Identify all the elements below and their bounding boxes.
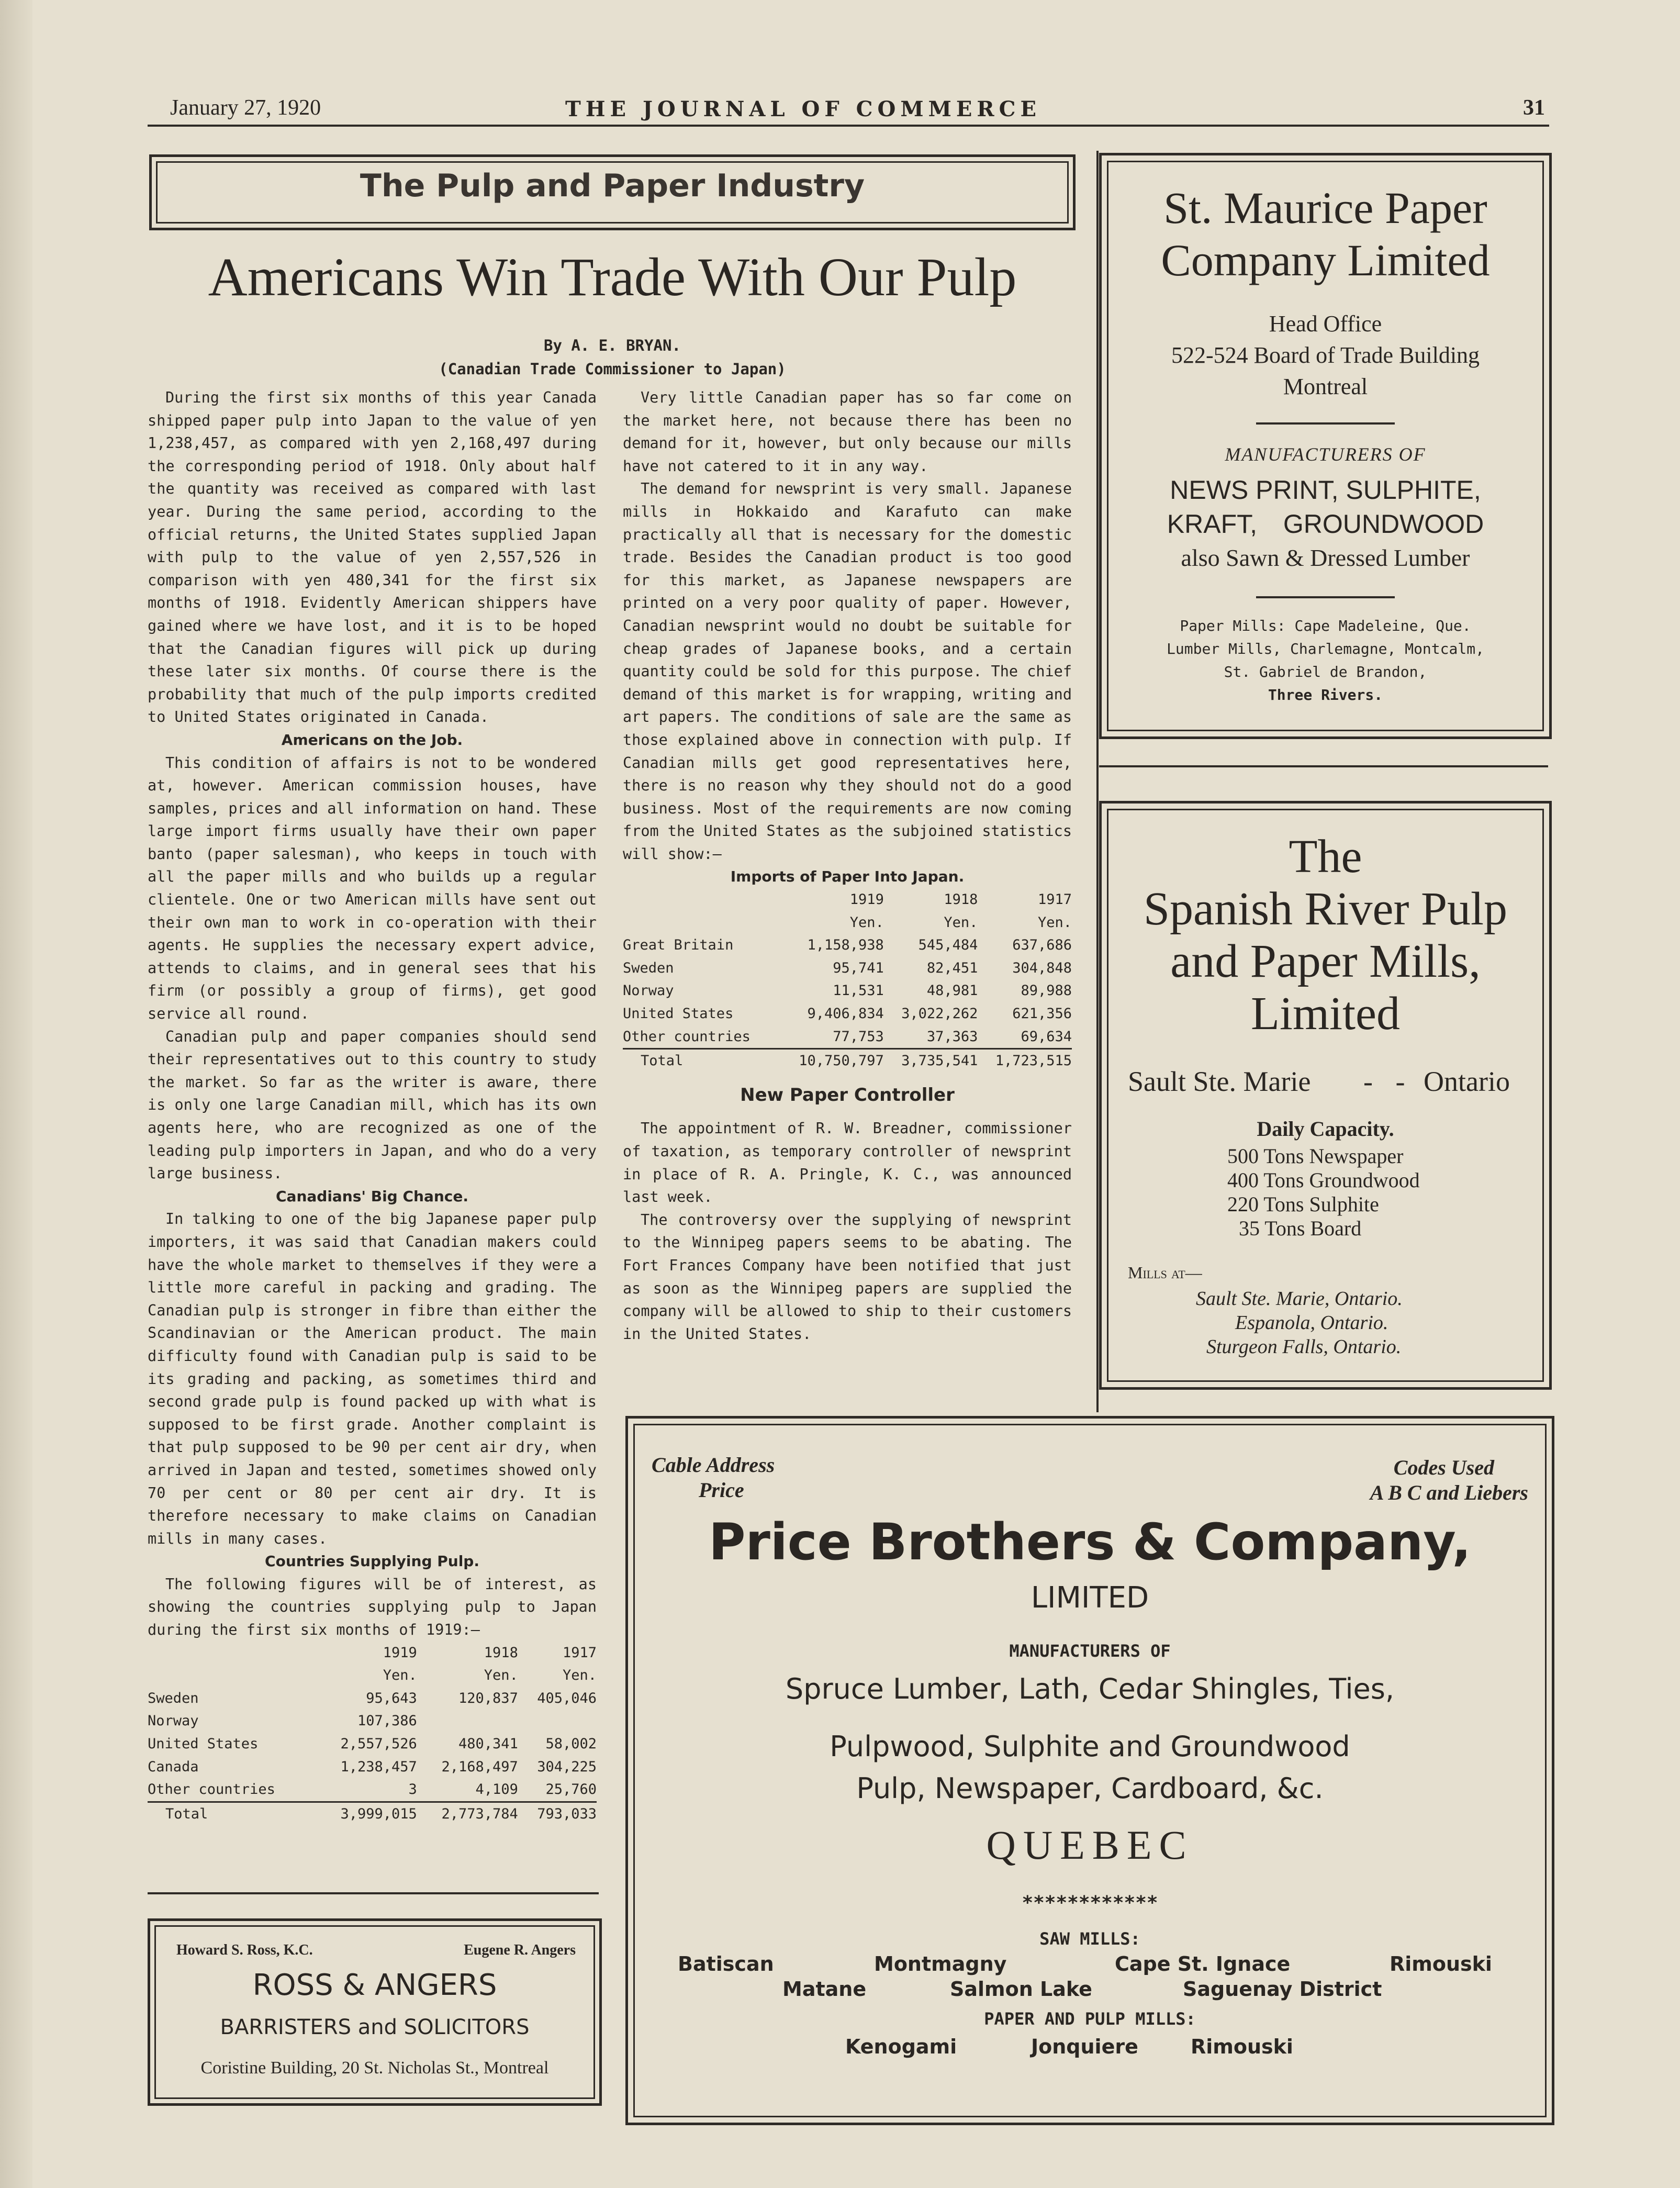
table-row: [148, 1710, 597, 1733]
ad-spanish-river: [1099, 801, 1552, 1390]
ad-product-line: Pulpwood, Sulphite and Groundwood: [830, 1730, 1350, 1763]
ad-pulp-mills-title: PAPER AND PULP MILLS:: [984, 2009, 1196, 2029]
table-row: [623, 1025, 1072, 1049]
ad-office-city: Montreal: [1283, 374, 1368, 399]
ad-firm-name: ROSS & ANGERS: [252, 1968, 497, 2002]
ad-pulp-mill: Kenogami: [845, 2035, 957, 2058]
article-paragraph: Very little Canadian paper has so far come on the market here, not because there has been no demand for it, however, but only because our mills have not catered to it in any way.: [623, 389, 1072, 475]
table-cell: 9,406,834: [807, 1006, 884, 1022]
article-subhead: Imports of Paper Into Japan.: [730, 868, 965, 886]
ad-saw-mill: Saguenay District: [1183, 1978, 1382, 2001]
table-cell: 1,238,457: [340, 1758, 417, 1775]
table-cell: 4,109: [475, 1781, 518, 1798]
table-cell: 405,046: [537, 1690, 597, 1706]
table-cell: 69,634: [1021, 1028, 1072, 1045]
year-header: 1917: [562, 1644, 597, 1661]
table-cell: 82,451: [926, 959, 978, 976]
ad-capacity-title: Daily Capacity.: [1257, 1117, 1394, 1141]
article-paragraph: In talking to one of the big Japanese paper pulp importers, it was said that Canadian makers could have the whole market to themselves if they were a little more careful in packing and grading. The Canadian pulp is stronger in fibre than either the Scandinavian or the American product. The main difficulty found with Canadian pulp is said to be its grading and packing, as sometimes third and second grade pulp is found packed up with what is supposed to be first grade. Another complaint is that pulp supposed to be 90 per cent air dry, when arrived in Japan and tested, sometimes showed only 70 per cent or 80 per cent air dry. It is therefore necessary to make claims on Canadian mills in many cases.: [148, 1210, 597, 1547]
page-edge: [0, 0, 32, 2188]
ad-mill-location: Sturgeon Falls, Ontario.: [1206, 1336, 1402, 1358]
article-paragraph: This condition of affairs is not to be wondered at, however. American commission houses, have samples, prices and all information on hand. These large import firms usually have their own paper banto (paper salesman), who keeps in touch with all the paper mills and who builds up a regular clientele. One or two American mills have sent out their own man to work in co-operation with their agents. He supplies the necessary expert advice, attends to claims, and in general sees that his firm (or possibly a group of firms), get good service all round.: [148, 754, 597, 1023]
row-label: United States: [148, 1736, 259, 1752]
ad-saw-mill: Montmagny: [874, 1952, 1007, 1975]
ad-product-line: Spruce Lumber, Lath, Cedar Shingles, Ties,: [785, 1672, 1395, 1705]
row-label: Other countries: [148, 1781, 275, 1798]
table-total-row: [623, 1049, 1072, 1073]
ad-codes-label: Codes Used: [1393, 1456, 1494, 1479]
ad-divider: [1256, 422, 1395, 425]
ad-capacity-line: 500 Tons Newspaper: [1227, 1144, 1404, 1168]
table-cell: 637,686: [1012, 937, 1072, 954]
ad-mills-at-label: Mills at—: [1128, 1263, 1202, 1282]
table-cell: 2,168,497: [441, 1758, 518, 1775]
article-byline: By A. E. BRYAN.: [544, 337, 681, 354]
ad-cable-label: Cable Address: [652, 1453, 775, 1477]
ad-ross-angers: [148, 1918, 602, 2106]
unit-header: Yen.: [562, 1667, 597, 1684]
article-paragraph: Canadian pulp and paper companies should send their representatives out to this country to study the market. So far as the writer is aware, there is only one large Canadian mill, which has its own agents here, who are recognized as one of the leading pulp importers in Japan, and who do a very large business.: [148, 1028, 597, 1182]
table-cell: 3: [408, 1781, 417, 1798]
ad-company-name: The: [1289, 831, 1362, 883]
row-label: Canada: [148, 1758, 199, 1775]
row-label: Other countries: [623, 1028, 751, 1045]
ad-price-brothers: [625, 1416, 1554, 2125]
issue-date: January 27, 1920: [170, 96, 321, 120]
header-rule: [148, 125, 1549, 127]
row-label: Sweden: [623, 959, 674, 976]
table-row: [623, 957, 1072, 980]
ad-divider: [1256, 596, 1395, 598]
ad-company-name: Limited: [1251, 988, 1400, 1040]
table-cell: 3,999,015: [340, 1805, 417, 1822]
ad-firm-address: Coristine Building, 20 St. Nicholas St., Montreal: [200, 2058, 549, 2078]
column-divider: [1096, 151, 1099, 1412]
table-cell: 107,386: [357, 1713, 417, 1729]
table-cell: 480,341: [458, 1736, 518, 1752]
ad-codes-value: A B C and Liebers: [1370, 1481, 1528, 1504]
table-cell: 48,981: [926, 983, 978, 999]
article-paragraph: The controversy over the supplying of newsprint to the Winnipeg papers seems to be abating. The Fort Frances Company have been notified that just as soon as the Winnipeg papers are supplied the company will be allowed to ship to their customers in the United States.: [623, 1211, 1072, 1343]
journal-title: THE JOURNAL OF COMMERCE: [565, 97, 1041, 121]
table-cell: 58,002: [545, 1736, 597, 1752]
ad-mills-line: Three Rivers.: [1268, 686, 1383, 704]
table-row: [148, 1778, 597, 1802]
ad-cable-value: Price: [699, 1478, 744, 1502]
article-column-right: [623, 386, 1072, 1345]
ad-saw-mill: Salmon Lake: [950, 1978, 1092, 2001]
article-paragraph: During the first six months of this year Canada shipped paper pulp into Japan to the value of yen 1,238,457, as compared with yen 2,168,497 during the corresponding period of 1918. Only about half the quantity was received as compared with last year. During the same period, according to the official returns, the United States supplied Japan with pulp to the value of yen 2,557,526 in comparison with yen 480,341 for the first six months of 1918. Evidently American shippers have gained where we have lost, and it is to be hoped that the Canadian figures will pick up during these later six months. Of course there is the probability that much of the pulp imports credited to United States originated in Canada.: [148, 389, 597, 726]
table-cell: 10,750,797: [799, 1053, 884, 1069]
ad-manufacturers-label: MANUFACTURERS OF: [1225, 444, 1426, 465]
article-subhead: Canadians' Big Chance.: [276, 1187, 468, 1205]
year-header: 1918: [484, 1644, 518, 1661]
table-cell: 621,356: [1012, 1006, 1072, 1022]
ad-separator: [1099, 765, 1548, 767]
table-cell: 1,158,938: [807, 937, 884, 954]
ad-mills-line: St. Gabriel de Brandon,: [1224, 663, 1427, 680]
ad-st-maurice: [1099, 153, 1552, 739]
ad-office-label: Head Office: [1269, 311, 1382, 337]
table-cell: 25,760: [545, 1781, 597, 1798]
ad-company-name: St. Maurice Paper: [1163, 183, 1487, 233]
article-paragraph: The following figures will be of interest, as showing the countries supplying pulp to Japan during the first six months of 1919:—: [148, 1575, 597, 1639]
row-label: Norway: [148, 1713, 199, 1729]
paper-imports-table: [623, 888, 1072, 1073]
unit-header: Yen.: [1037, 914, 1072, 931]
ad-firm-role: BARRISTERS and SOLICITORS: [220, 2015, 530, 2039]
table-cell: 95,741: [833, 959, 884, 976]
table-cell: 2,557,526: [340, 1736, 417, 1752]
ad-pulp-mill: Rimouski: [1191, 2035, 1293, 2058]
pulp-imports-table: [148, 1642, 597, 1826]
section-title-frame: [149, 154, 1076, 230]
ad-location-city: Sault Ste. Marie: [1128, 1066, 1311, 1097]
table-row: [623, 934, 1072, 957]
table-cell: 3,735,541: [901, 1053, 978, 1069]
ad-capacity-line: 35 Tons Board: [1239, 1216, 1362, 1240]
ad-pulp-mill: Jonquiere: [1031, 2035, 1138, 2058]
ad-company-name: and Paper Mills,: [1170, 935, 1481, 987]
ad-ornament: ************: [1022, 1892, 1158, 1914]
ad-partner-name: Howard S. Ross, K.C.: [176, 1942, 313, 1958]
row-label: Sweden: [148, 1690, 199, 1706]
row-label: Norway: [623, 983, 674, 999]
ad-separator: [148, 1892, 599, 1894]
ad-saw-mill: Cape St. Ignace: [1115, 1952, 1291, 1975]
ad-manufacturers-label: MANUFACTURERS OF: [1009, 1641, 1171, 1661]
ad-office-address: 522-524 Board of Trade Building: [1171, 342, 1480, 368]
table-cell: 37,363: [926, 1028, 978, 1045]
ad-company-name: Price Brothers & Company,: [709, 1513, 1471, 1571]
ad-saw-mill: Rimouski: [1390, 1952, 1492, 1975]
ad-company-name: Company Limited: [1161, 235, 1490, 285]
ad-saw-mill: Batiscan: [678, 1952, 774, 1975]
ad-mills-line: Paper Mills: Cape Madeleine, Que.: [1180, 617, 1471, 634]
table-cell: 3,022,262: [901, 1006, 978, 1022]
table-total-row: [148, 1802, 597, 1825]
article-paragraph: The demand for newsprint is very small. Japanese mills in Hokkaido and Karafuto can make practically all that is necessary for the domestic trade. Besides the Canadian product is too good for this market, as Japanese newspapers are printed on a very poor quality of paper. However, Canadian newsprint would no doubt be suitable for cheap grades of Japanese books, and a certain quantity could be sold for this purpose. The chief demand of this market is for wrapping, writing and art papers. The conditions of sale are the same as those explained above in connection with pulp. If Canadian mills get good representatives here, there is no reason why they should not do a good business. Most of the requirements are now coming from the United States as the subjoined statistics will show:—: [623, 480, 1072, 863]
table-row: [623, 1002, 1072, 1025]
table-cell: 120,837: [458, 1690, 518, 1706]
article-column-left: [148, 386, 597, 1825]
table-cell: 1,723,515: [995, 1053, 1072, 1069]
row-label: Total: [641, 1053, 684, 1069]
row-label: Great Britain: [623, 937, 734, 954]
unit-header: Yen.: [849, 914, 884, 931]
ad-product-line: Pulp, Newspaper, Cardboard, &c.: [856, 1772, 1324, 1805]
ad-capacity-line: 400 Tons Groundwood: [1227, 1168, 1420, 1192]
article-subhead: Countries Supplying Pulp.: [265, 1553, 479, 1570]
table-cell: [518, 1710, 597, 1733]
ad-city: QUEBEC: [986, 1822, 1194, 1868]
table-row: [148, 1733, 597, 1756]
ad-mill-location: Sault Ste. Marie, Ontario.: [1196, 1288, 1403, 1310]
article-subhead: New Paper Controller: [740, 1084, 955, 1106]
ad-capacity-line: 220 Tons Sulphite: [1227, 1192, 1379, 1216]
table-row: [148, 1756, 597, 1779]
year-header: 1918: [944, 891, 978, 908]
ad-limited-label: LIMITED: [1031, 1581, 1149, 1615]
table-cell: 77,753: [833, 1028, 884, 1045]
table-cell: 793,033: [537, 1805, 597, 1822]
table-cell: 89,988: [1021, 983, 1072, 999]
ad-saw-mills-title: SAW MILLS:: [1039, 1929, 1140, 1949]
unit-header: Yen.: [484, 1667, 518, 1684]
table-cell: 11,531: [833, 983, 884, 999]
unit-header: Yen.: [944, 914, 978, 931]
section-title: The Pulp and Paper Industry: [360, 168, 865, 204]
article-headline: Americans Win Trade With Our Pulp: [208, 247, 1017, 307]
year-header: 1917: [1037, 891, 1072, 908]
ad-product-line: NEWS PRINT, SULPHITE,: [1170, 475, 1481, 505]
ad-company-name: Spanish River Pulp: [1143, 883, 1508, 935]
table-cell: 304,848: [1012, 959, 1072, 976]
table-row: [623, 979, 1072, 1002]
table-cell: 2,773,784: [441, 1805, 518, 1822]
article-paragraph: The appointment of R. W. Breadner, commissioner of taxation, as temporary controller of newsprint in place of R. A. Pringle, K. C., was announced last week.: [623, 1120, 1072, 1206]
ad-location-province: Ontario: [1424, 1066, 1510, 1097]
ad-product-line: also Sawn & Dressed Lumber: [1181, 544, 1470, 571]
table-cell: 545,484: [918, 937, 978, 954]
ad-location-dash: - -: [1363, 1066, 1405, 1097]
row-label: Total: [165, 1805, 208, 1822]
unit-header: Yen.: [383, 1667, 417, 1684]
ad-mill-location: Espanola, Ontario.: [1235, 1312, 1388, 1334]
article-subhead: Americans on the Job.: [281, 731, 463, 749]
table-cell: [417, 1710, 518, 1733]
year-header: 1919: [849, 891, 884, 908]
table-row: [148, 1687, 597, 1710]
ad-partner-name: Eugene R. Angers: [464, 1942, 576, 1958]
article-byline-role: (Canadian Trade Commissioner to Japan): [439, 360, 786, 378]
row-label: United States: [623, 1006, 734, 1022]
page-number: 31: [1523, 96, 1545, 120]
ad-saw-mill: Matane: [782, 1978, 867, 2001]
table-cell: 95,643: [366, 1690, 417, 1706]
year-header: 1919: [383, 1644, 417, 1661]
ad-product-line: KRAFT, GROUNDWOOD: [1167, 509, 1484, 539]
ad-mills-line: Lumber Mills, Charlemagne, Montcalm,: [1167, 640, 1484, 657]
table-cell: 304,225: [537, 1758, 597, 1775]
